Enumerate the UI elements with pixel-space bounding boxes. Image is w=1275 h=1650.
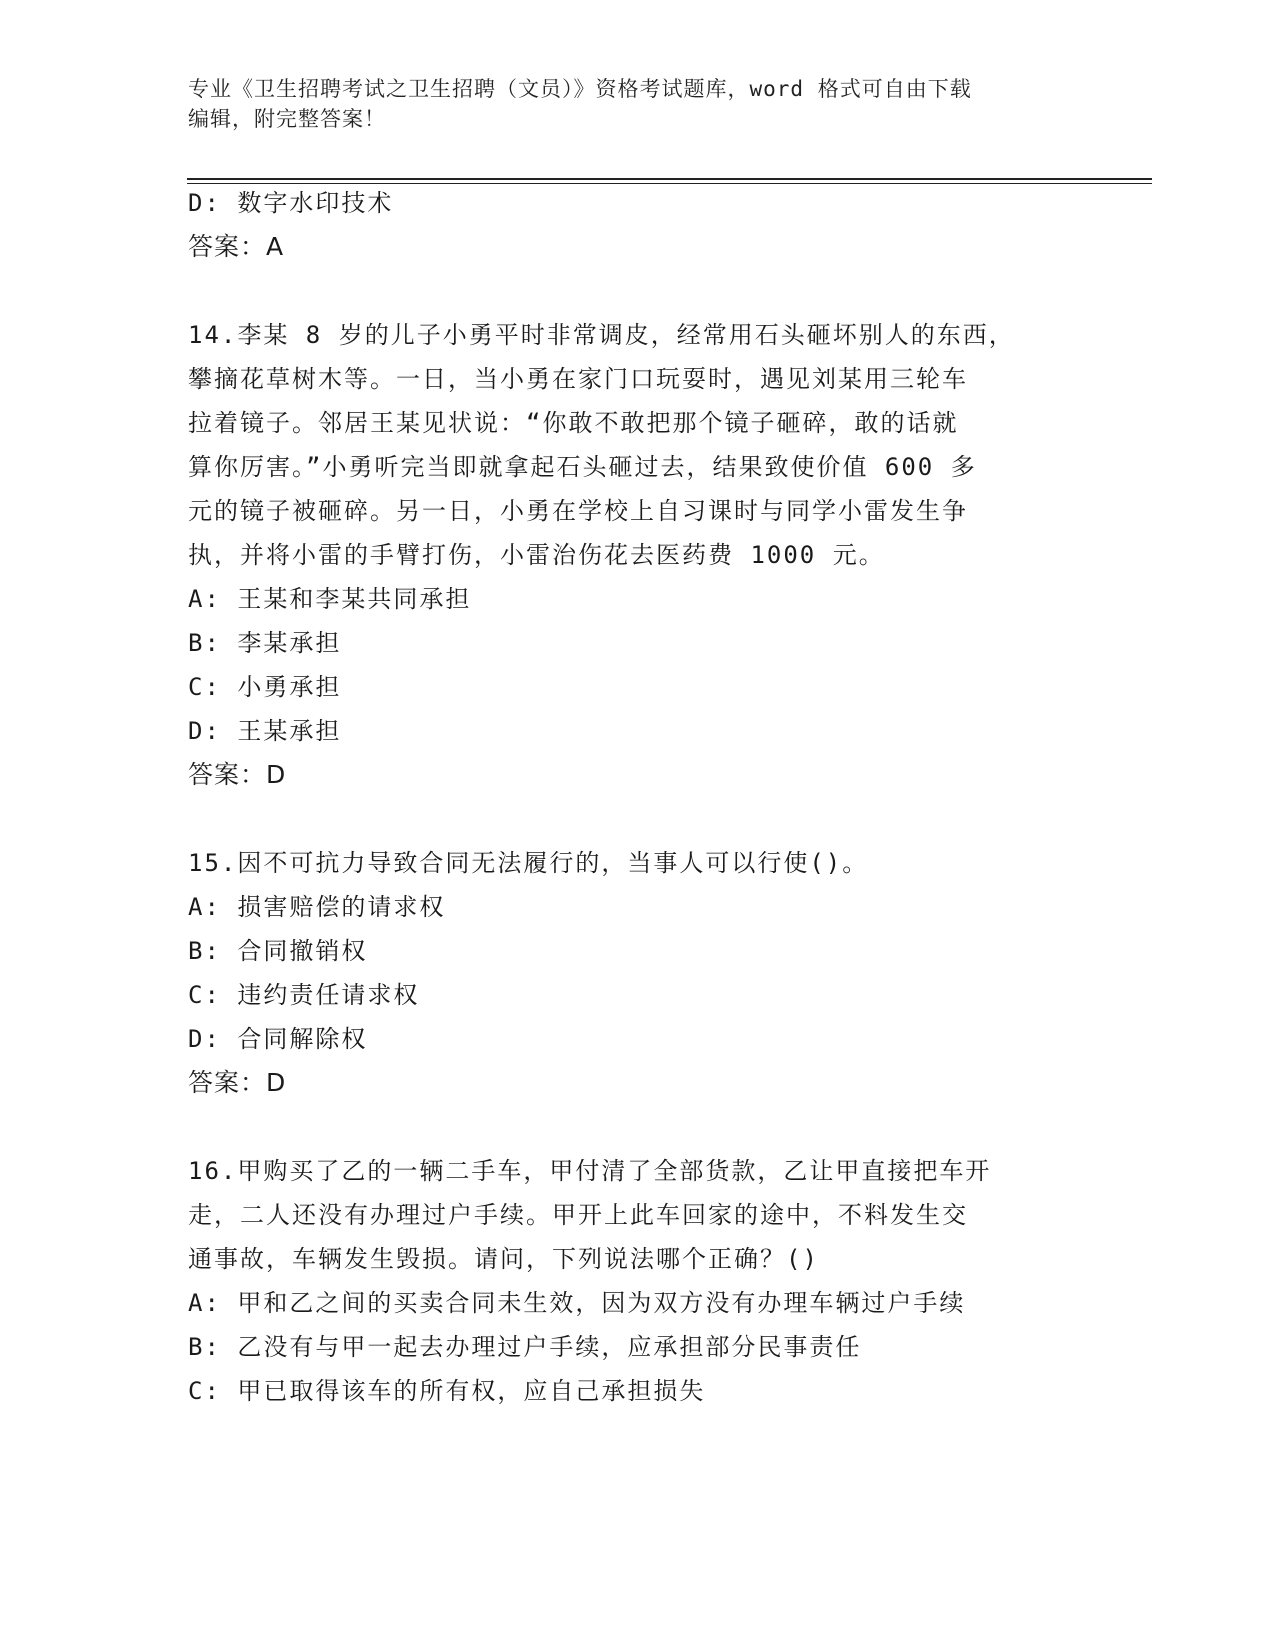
q16-stem-line-3: 通事故，车辆发生毁损。请问，下列说法哪个正确？(): [188, 1245, 819, 1273]
q15-option-b: B: 合同撤销权: [188, 937, 368, 965]
prev-option-d: D: 数字水印技术: [188, 189, 394, 217]
prev-answer: 答案：A: [188, 232, 285, 261]
header-line-2: 编辑，附完整答案！: [188, 107, 386, 131]
q14-option-c: C: 小勇承担: [188, 673, 342, 701]
q15-option-a: A: 损害赔偿的请求权: [188, 893, 446, 921]
q14-stem-line-1: 14.李某 8 岁的儿子小勇平时非常调皮，经常用石头砸坏别人的东西，: [188, 321, 1015, 349]
q14-option-b: B: 李某承担: [188, 629, 342, 657]
q14-option-a: A: 王某和李某共同承担: [188, 585, 472, 613]
q16-option-a: A: 甲和乙之间的买卖合同未生效，因为双方没有办理车辆过户手续: [188, 1289, 966, 1317]
header-divider-thin: [187, 183, 1152, 184]
q16-stem-line-1: 16.甲购买了乙的一辆二手车，甲付清了全部货款，乙让甲直接把车开: [188, 1157, 992, 1185]
header-divider-thick: [187, 178, 1152, 180]
q15-option-d: D: 合同解除权: [188, 1025, 368, 1053]
q16-option-b: B: 乙没有与甲一起去办理过户手续，应承担部分民事责任: [188, 1333, 862, 1361]
document-header: [188, 74, 1088, 134]
q14-stem-line-5: 元的镜子被砸碎。另一日，小勇在学校上自习课时与同学小雷发生争: [188, 497, 968, 525]
q16-option-c: C: 甲已取得该车的所有权，应自己承担损失: [188, 1377, 706, 1405]
q15-stem-line-1: 15.因不可抗力导致合同无法履行的，当事人可以行使()。: [188, 849, 869, 877]
q14-option-d: D: 王某承担: [188, 717, 342, 745]
header-line-1: 专业《卫生招聘考试之卫生招聘（文员）》资格考试题库，word 格式可自由下载: [188, 77, 972, 101]
q16-stem-line-2: 走，二人还没有办理过户手续。甲开上此车回家的途中，不料发生交: [188, 1201, 968, 1229]
q14-answer: 答案：D: [188, 760, 287, 789]
q14-stem-line-4: 算你厉害。”小勇听完当即就拿起石头砸过去，结果致使价值 600 多: [188, 453, 977, 481]
q14-stem-line-6: 执，并将小雷的手臂打伤，小雷治伤花去医药费 1000 元。: [188, 541, 885, 569]
q14-stem-line-3: 拉着镜子。邻居王某见状说：“你敢不敢把那个镜子砸碎，敢的话就: [188, 409, 959, 437]
q14-stem-line-2: 攀摘花草树木等。一日，当小勇在家门口玩耍时，遇见刘某用三轮车: [188, 365, 968, 393]
q15-option-c: C: 违约责任请求权: [188, 981, 420, 1009]
q15-answer: 答案：D: [188, 1068, 287, 1097]
